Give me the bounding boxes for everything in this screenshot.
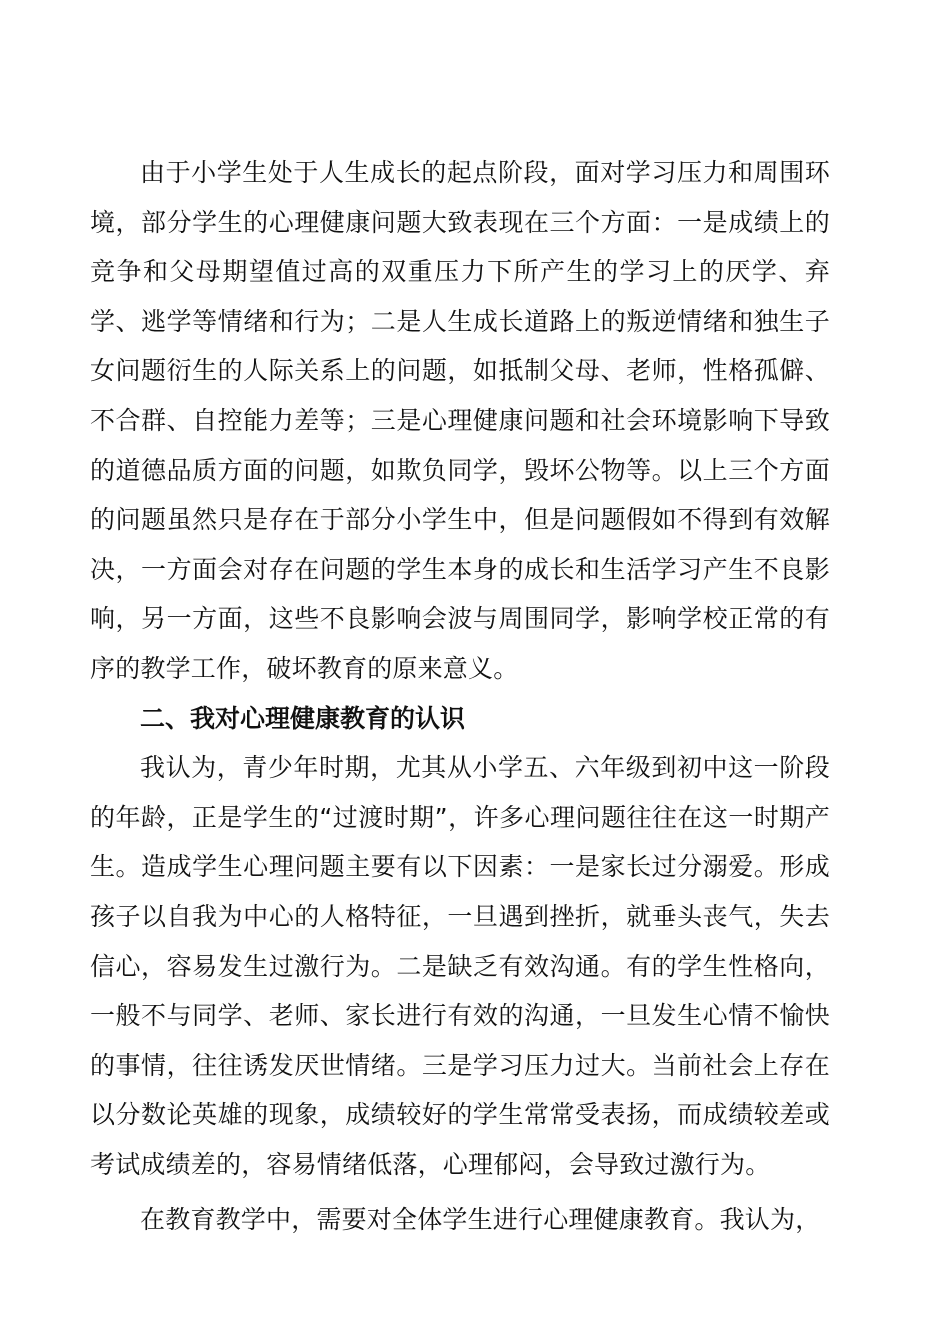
body-paragraph-1: 由于小学生处于人生成长的起点阶段，面对学习压力和周围环境，部分学生的心理健康问题大致表现在三个方面：一是成绩上的竞争和父母期望值过高的双重压力下所产生的学习上的厌学、弃学、逃学等情绪和行为；二是人生成长道路上的叛逆情绪和独生子女问题衍生的人际关系上的问题，如抵制父母、老师，性格孤僻、不合群、自控能力差等；三是心理健康问题和社会环境影响下导致的道德品质方面的问题，如欺负同学，毁坏公物等。以上三个方面的问题虽然只是存在于部分小学生中，但是问题假如不得到有效解决，一方面会对存在问题的学生本身的成长和生活学习产生不良影响，另一方面，这些不良影响会波与周围同学，影响学校正常的有序的教学工作，破坏教育的原来意义。 xyxy=(90,158,830,683)
section-heading: 二、我对心理健康教育的认识 xyxy=(140,703,466,733)
body-paragraph-3: 在教育教学中，需要对全体学生进行心理健康教育。我认为， xyxy=(140,1205,821,1235)
document-page xyxy=(90,148,830,1245)
body-paragraph-2: 我认为，青少年时期，尤其从小学五、六年级到初中这一阶段的年龄，正是学生的“过渡时期”，许多心理问题往往在这一时期产生。造成学生心理问题主要有以下因素：一是家长过分溺爱。形成孩子以自我为中心的人格特征，一旦遇到挫折，就垂头丧气，失去信心，容易发生过激行为。二是缺乏有效沟通。有的学生性格向，一般不与同学、老师、家长进行有效的沟通，一旦发生心情不愉快的事情，往往诱发厌世情绪。三是学习压力过大。当前社会上存在以分数论英雄的现象，成绩较好的学生常常受表扬，而成绩较差或考试成绩差的，容易情绪低落，心理郁闷，会导致过激行为。 xyxy=(90,753,830,1179)
